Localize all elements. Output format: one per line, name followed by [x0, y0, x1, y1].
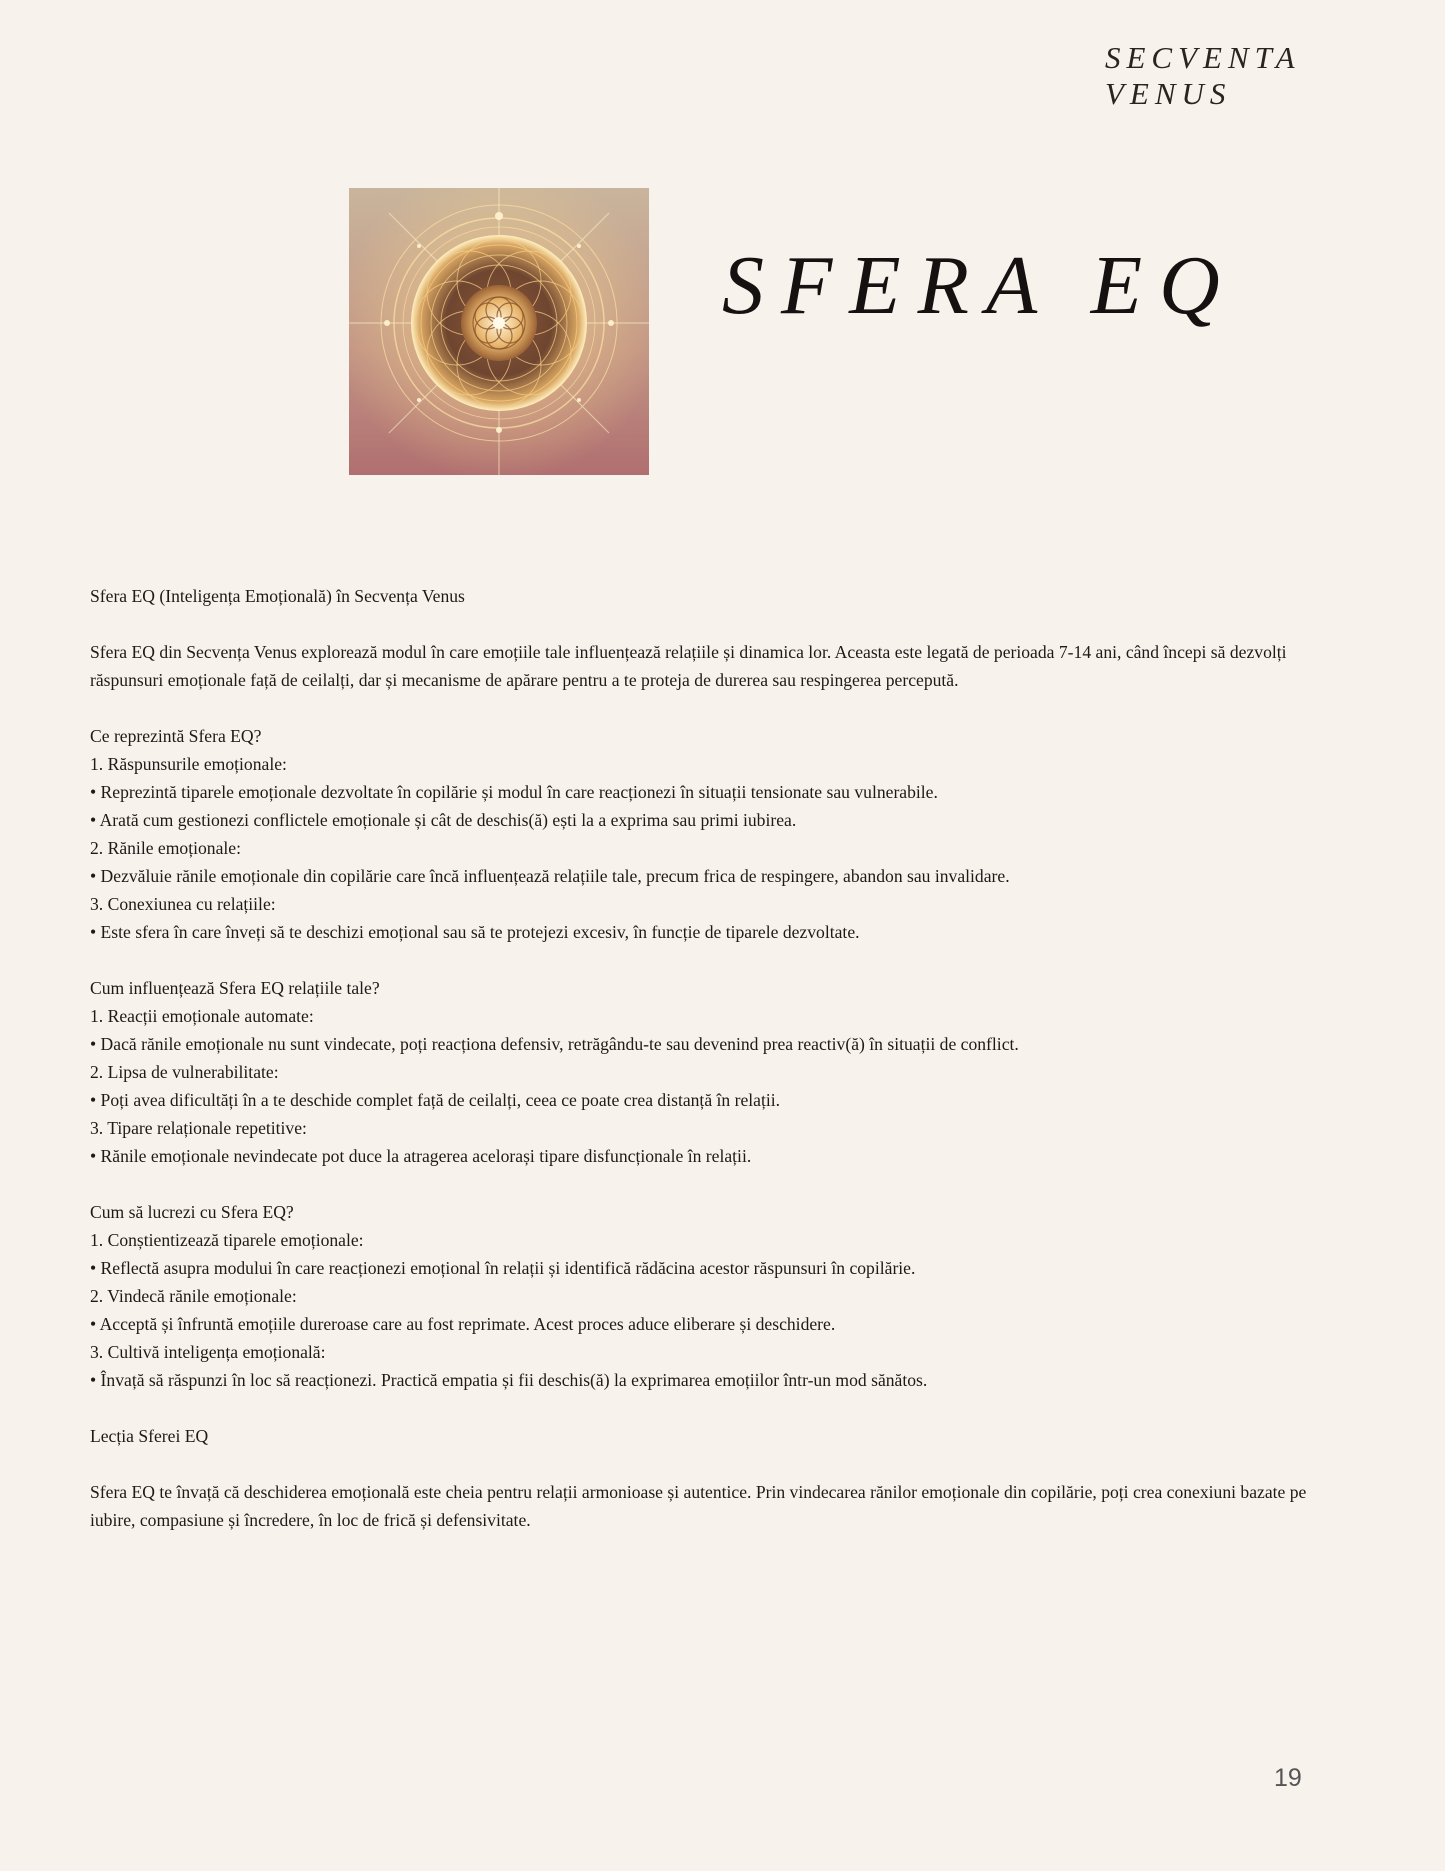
list-item: • Arată cum gestionezi conflictele emoționale și cât de deschis(ă) ești la a exprima sau primi iubirea.: [90, 810, 797, 830]
intro-heading: Sfera EQ (Inteligența Emoțională) în Secvența Venus: [90, 586, 465, 606]
list-item: • Învață să răspunzi în loc să reacționezi. Practică empatia și fii deschis(ă) la exprimarea emoțiilor într-un mod sănătos.: [90, 1370, 928, 1390]
list-item: • Dezvăluie rănile emoționale din copilărie care încă influențează relațiile tale, precum frica de respingere, abandon sau invalidare.: [90, 866, 1010, 886]
list-item: 2. Rănile emoționale:: [90, 838, 241, 858]
brand-header: [1105, 40, 1301, 112]
list-item: 3. Conexiunea cu relațiile:: [90, 894, 276, 914]
list-item: • Este sfera în care înveți să te deschizi emoțional sau să te protejezi excesiv, în funcție de tiparele dezvoltate.: [90, 922, 860, 942]
list-item: • Rănile emoționale nevindecate pot duce la atragerea acelorași tipare disfuncționale în relații.: [90, 1146, 752, 1166]
list-item: 3. Cultivă inteligența emoțională:: [90, 1342, 326, 1362]
page-title: SFERA EQ: [722, 239, 1237, 332]
list-item: • Acceptă și înfruntă emoțiile dureroase care au fost reprimate. Acest proces aduce eliberare și deschidere.: [90, 1314, 836, 1334]
list-item: 1. Răspunsurile emoționale:: [90, 754, 287, 774]
page-number: 19: [1274, 1764, 1302, 1792]
brand-line-2: VENUS: [1105, 76, 1232, 111]
list-item: 1. Reacții emoționale automate:: [90, 1006, 314, 1026]
list-item: • Dacă rănile emoționale nu sunt vindecate, poți reacționa defensiv, retrăgându-te sau devenind prea reactiv(ă) în situații de conflict.: [90, 1034, 1019, 1054]
lesson-heading: Lecția Sferei EQ: [90, 1426, 209, 1446]
section-heading-work: Cum să lucrezi cu Sfera EQ?: [90, 1202, 294, 1222]
article-body: [90, 582, 1330, 1534]
list-item: 3. Tipare relaționale repetitive:: [90, 1118, 307, 1138]
list-item: • Reflectă asupra modului în care reacționezi emoțional în relații și identifică rădăcina acestor răspunsuri în copilărie.: [90, 1258, 916, 1278]
section-heading-what: Ce reprezintă Sfera EQ?: [90, 726, 262, 746]
list-item: • Reprezintă tiparele emoționale dezvoltate în copilărie și modul în care reacționezi în situații tensionate sau vulnerabile.: [90, 782, 938, 802]
brand-line-1: SECVENTA: [1105, 40, 1301, 75]
list-item: 1. Conștientizează tiparele emoționale:: [90, 1230, 364, 1250]
section-heading-influence: Cum influențează Sfera EQ relațiile tale?: [90, 978, 380, 998]
list-item: • Poți avea dificultăți în a te deschide complet față de ceilalți, ceea ce poate crea distanță în relații.: [90, 1090, 781, 1110]
intro-paragraph: Sfera EQ din Secvența Venus explorează modul în care emoțiile tale influențează relațiile și dinamica lor. Aceasta este legată de perioada 7-14 ani, când începi să dezvolți răspunsuri emoționale față de ceilalți, dar și mecanisme de apărare pentru a te proteja de durerea sau respingerea percepută.: [90, 642, 1287, 690]
list-item: 2. Lipsa de vulnerabilitate:: [90, 1062, 279, 1082]
golden-mandala-sphere-icon: [349, 188, 649, 475]
lesson-paragraph: Sfera EQ te învață că deschiderea emoțională este cheia pentru relații armonioase și autentice. Prin vindecarea rănilor emoționale din copilărie, poți crea conexiuni bazate pe iubire, compasiune și încredere, în loc de frică și defensivitate.: [90, 1482, 1307, 1530]
list-item: 2. Vindecă rănile emoționale:: [90, 1286, 297, 1306]
